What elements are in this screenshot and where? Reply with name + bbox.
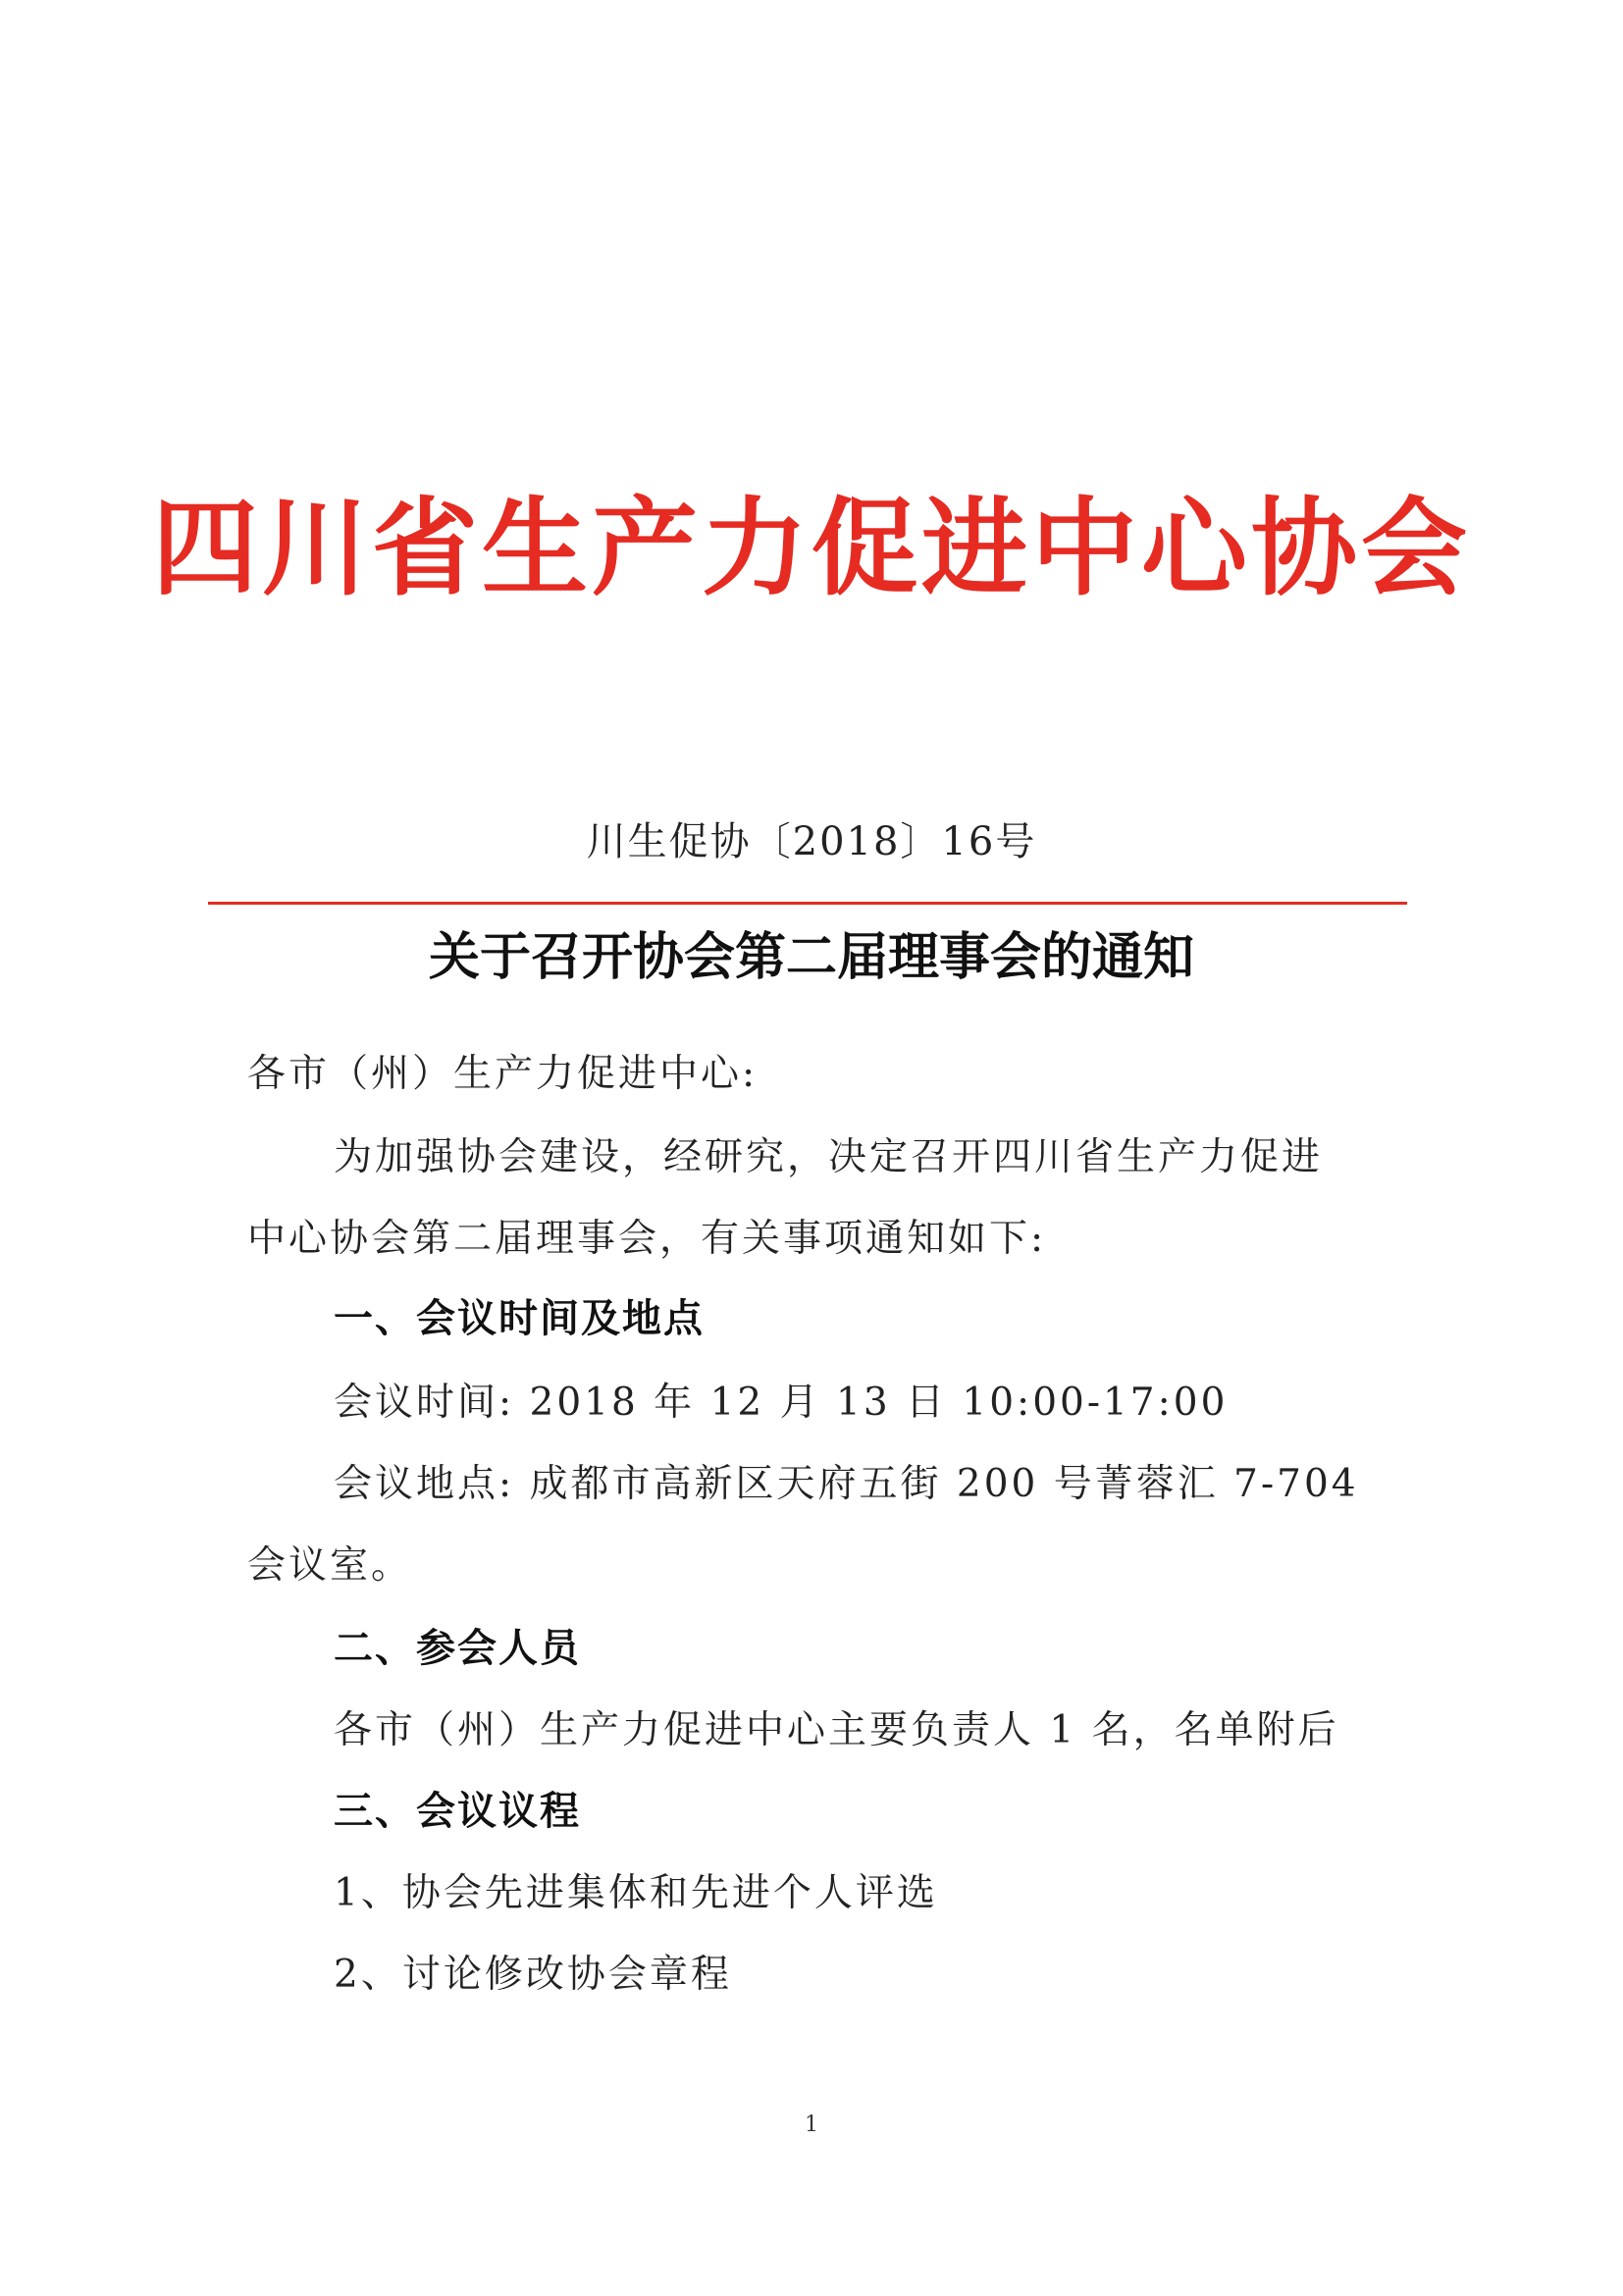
- agenda-item-2: 2、讨论修改协会章程: [334, 1953, 732, 1997]
- salutation: 各市（州）生产力促进中心:: [247, 1052, 759, 1096]
- meeting-location-line-2: 会议室。: [247, 1543, 413, 1588]
- organization-header: 四川省生产力促进中心协会: [151, 487, 1471, 610]
- agenda-item-1: 1、协会先进集体和先进个人评选: [334, 1871, 938, 1915]
- page-number: 1: [805, 2113, 818, 2137]
- intro-paragraph-line-1: 为加强协会建设，经研究，决定召开四川省生产力促进: [334, 1135, 1324, 1179]
- notice-title: 关于召开协会第二届理事会的通知: [428, 928, 1194, 987]
- meeting-time: 会议时间: 2018 年 12 月 13 日 10:00-17:00: [334, 1381, 1229, 1425]
- section-heading-time-location: 一、会议时间及地点: [334, 1296, 705, 1341]
- section-heading-agenda: 三、会议议程: [334, 1789, 581, 1834]
- section-heading-attendees: 二、参会人员: [334, 1626, 581, 1671]
- red-divider-line: [208, 902, 1407, 905]
- meeting-location-line-1: 会议地点: 成都市高新区天府五街 200 号菁蓉汇 7-704: [334, 1462, 1359, 1506]
- document-number: 川生促协〔2018〕16号: [586, 819, 1037, 864]
- attendees-line: 各市（州）生产力促进中心主要负责人 1 名，名单附后: [334, 1708, 1339, 1752]
- intro-paragraph-line-2: 中心协会第二届理事会，有关事项通知如下:: [247, 1217, 1047, 1261]
